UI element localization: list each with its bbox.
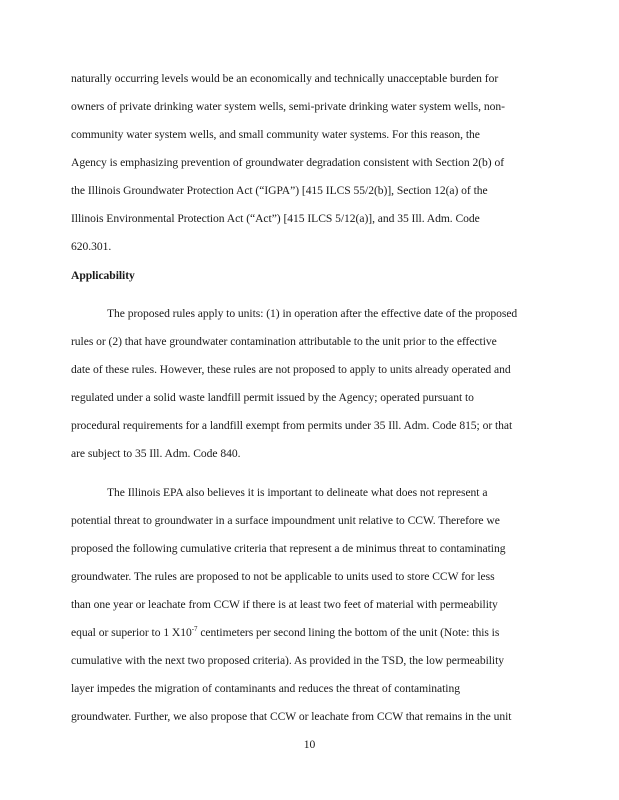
paragraph-3-line-6-before: equal or superior to 1 X10 [71,626,192,639]
section-heading-applicability: Applicability [71,269,135,282]
paragraph-3-line-8: layer impedes the migration of contaminants and reduces the threat of contaminating [71,682,460,695]
paragraph-3-line-7: cumulative with the next two proposed criteria). As provided in the TSD, the low permeability [71,654,505,667]
paragraph-1-line-6: Illinois Environmental Protection Act (“Act”) [415 ILCS 5/12(a)], and 35 Ill. Adm. Code [71,212,480,225]
paragraph-2-line-2: rules or (2) that have groundwater contamination attributable to the unit prior to the effective [71,335,497,348]
paragraph-1-line-5: the Illinois Groundwater Protection Act (“IGPA”) [415 ILCS 55/2(b)], Section 12(a) of the [71,184,488,197]
paragraph-2-line-3: date of these rules. However, these rules are not proposed to apply to units already operated and [71,363,511,376]
paragraph-2-line-6: are subject to 35 Ill. Adm. Code 840. [71,447,241,460]
paragraph-3-line-6-after: centimeters per second lining the bottom of the unit (Note: this is [197,626,500,639]
paragraph-3-line-5: than one year or leachate from CCW if there is at least two feet of material with permeability [71,598,498,611]
paragraph-1-line-4: Agency is emphasizing prevention of groundwater degradation consistent with Section 2(b) of [71,156,505,169]
paragraph-3-line-3: proposed the following cumulative criteria that represent a de minimus threat to contaminating [71,542,506,555]
paragraph-2-line-4: regulated under a solid waste landfill permit issued by the Agency; operated pursuant to [71,391,474,404]
paragraph-2-line-1: The proposed rules apply to units: (1) in operation after the effective date of the proposed [107,307,518,320]
paragraph-3-line-4: groundwater. The rules are proposed to not be applicable to units used to store CCW for less [71,570,495,583]
paragraph-3-line-6 [71,626,499,640]
paragraph-3-line-6-exponent: -7 [191,625,198,634]
paragraph-2-line-5: procedural requirements for a landfill exempt from permits under 35 Ill. Adm. Code 815; or that [71,419,513,432]
paragraph-1-line-7: 620.301. [71,240,112,253]
paragraph-1-line-2: owners of private drinking water system wells, semi-private drinking water system wells, non- [71,100,505,113]
page-number: 10 [303,738,316,751]
paragraph-3-line-1: The Illinois EPA also believes it is important to delineate what does not represent a [107,486,488,499]
paragraph-1-line-3: community water system wells, and small community water systems. For this reason, the [71,128,480,141]
paragraph-3-line-2: potential threat to groundwater in a surface impoundment unit relative to CCW. Therefore we [71,514,500,527]
paragraph-3-line-9: groundwater. Further, we also propose that CCW or leachate from CCW that remains in the unit [71,710,512,723]
paragraph-1-line-1: naturally occurring levels would be an economically and technically unacceptable burden for [71,72,499,85]
